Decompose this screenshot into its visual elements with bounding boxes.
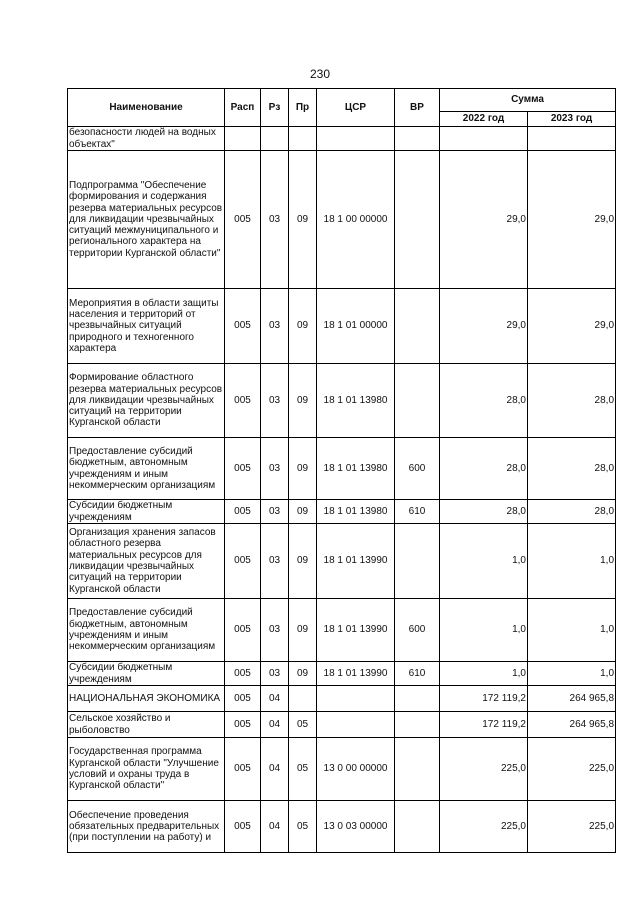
row-sum-2022: 1,0 <box>440 599 528 662</box>
header-row <box>68 89 616 112</box>
row-rz: 04 <box>261 712 289 738</box>
row-sum-2023: 29,0 <box>528 289 616 364</box>
row-rasp: 005 <box>225 524 261 599</box>
row-sum-2022: 172 119,2 <box>440 712 528 738</box>
row-sum-2023: 28,0 <box>528 500 616 524</box>
page-number: 230 <box>309 67 331 81</box>
row-name: Государственная программа Курганской области "Улучшение условий и охраны труда в Курганской области" <box>68 738 225 801</box>
row-pr: 09 <box>289 662 317 686</box>
header-name: Наименование <box>68 89 225 127</box>
row-csr: 13 0 03 00000 <box>317 801 395 853</box>
row-name: Мероприятия в области защиты населения и территорий от чрезвычайных ситуаций природного и техногенного характера <box>68 289 225 364</box>
row-rz: 03 <box>261 500 289 524</box>
row-rasp: 005 <box>225 738 261 801</box>
table-row <box>68 738 616 801</box>
row-rz: 04 <box>261 801 289 853</box>
row-name: НАЦИОНАЛЬНАЯ ЭКОНОМИКА <box>68 686 225 712</box>
row-sum-2022: 225,0 <box>440 738 528 801</box>
row-rz: 03 <box>261 599 289 662</box>
row-csr <box>317 712 395 738</box>
row-pr: 09 <box>289 289 317 364</box>
row-sum-2023: 1,0 <box>528 599 616 662</box>
row-rz: 03 <box>261 524 289 599</box>
budget-table <box>67 88 616 853</box>
row-vr <box>395 686 440 712</box>
row-pr: 09 <box>289 524 317 599</box>
row-csr: 18 1 01 13990 <box>317 599 395 662</box>
table-row <box>68 438 616 500</box>
row-rz: 03 <box>261 289 289 364</box>
row-rasp: 005 <box>225 662 261 686</box>
row-rz: 04 <box>261 686 289 712</box>
row-vr <box>395 712 440 738</box>
header-summa: Сумма <box>440 89 616 112</box>
row-vr <box>395 151 440 289</box>
row-name: Сельское хозяйство и рыболовство <box>68 712 225 738</box>
row-rz: 03 <box>261 438 289 500</box>
table-row <box>68 801 616 853</box>
row-pr: 09 <box>289 599 317 662</box>
row-name: Субсидии бюджетным учреждениям <box>68 500 225 524</box>
row-vr <box>395 364 440 438</box>
row-pr: 09 <box>289 500 317 524</box>
table-row <box>68 524 616 599</box>
row-rasp <box>225 127 261 151</box>
row-rasp: 005 <box>225 289 261 364</box>
row-rz: 04 <box>261 738 289 801</box>
table-row <box>68 686 616 712</box>
row-sum-2023: 29,0 <box>528 151 616 289</box>
table-row <box>68 662 616 686</box>
row-rasp: 005 <box>225 438 261 500</box>
table-row <box>68 364 616 438</box>
row-vr <box>395 524 440 599</box>
row-csr: 18 1 01 13980 <box>317 364 395 438</box>
row-csr: 18 1 00 00000 <box>317 151 395 289</box>
row-name: Предоставление субсидий бюджетным, автономным учреждениям и иным некоммерческим организациям <box>68 599 225 662</box>
row-vr <box>395 801 440 853</box>
row-sum-2023: 264 965,8 <box>528 712 616 738</box>
row-vr <box>395 289 440 364</box>
row-rz: 03 <box>261 662 289 686</box>
row-pr: 05 <box>289 738 317 801</box>
row-sum-2023: 225,0 <box>528 801 616 853</box>
table-row <box>68 712 616 738</box>
row-sum-2023: 1,0 <box>528 524 616 599</box>
table-row <box>68 599 616 662</box>
row-pr <box>289 127 317 151</box>
row-name: Формирование областного резерва материальных ресурсов для ликвидации чрезвычайных ситуаций на территории Курганской области <box>68 364 225 438</box>
row-rasp: 005 <box>225 686 261 712</box>
row-csr: 18 1 01 13980 <box>317 438 395 500</box>
row-sum-2023: 225,0 <box>528 738 616 801</box>
row-sum-2023: 264 965,8 <box>528 686 616 712</box>
row-sum-2023: 1,0 <box>528 662 616 686</box>
row-sum-2022 <box>440 127 528 151</box>
row-rasp: 005 <box>225 364 261 438</box>
row-vr <box>395 738 440 801</box>
row-rasp: 005 <box>225 500 261 524</box>
row-sum-2022: 172 119,2 <box>440 686 528 712</box>
row-name: Субсидии бюджетным учреждениям <box>68 662 225 686</box>
row-vr: 600 <box>395 438 440 500</box>
row-csr: 18 1 01 00000 <box>317 289 395 364</box>
row-sum-2022: 28,0 <box>440 438 528 500</box>
row-csr <box>317 127 395 151</box>
row-sum-2022: 1,0 <box>440 524 528 599</box>
row-sum-2022: 29,0 <box>440 151 528 289</box>
row-pr: 09 <box>289 364 317 438</box>
row-sum-2022: 225,0 <box>440 801 528 853</box>
header-pr: Пр <box>289 89 317 127</box>
row-sum-2023 <box>528 127 616 151</box>
header-2022: 2022 год <box>440 112 528 127</box>
header-rasp: Расп <box>225 89 261 127</box>
header-2023: 2023 год <box>528 112 616 127</box>
row-csr: 18 1 01 13990 <box>317 662 395 686</box>
row-pr <box>289 686 317 712</box>
row-pr: 05 <box>289 801 317 853</box>
row-rasp: 005 <box>225 801 261 853</box>
header-rz: Рз <box>261 89 289 127</box>
row-csr: 18 1 01 13980 <box>317 500 395 524</box>
row-pr: 09 <box>289 438 317 500</box>
row-vr: 610 <box>395 500 440 524</box>
row-name: Подпрограмма "Обеспечение формирования и содержания резерва материальных ресурсов для ликвидации чрезвычайных ситуаций межмуниципального и регионального характера на территории Курганской области" <box>68 151 225 289</box>
row-sum-2023: 28,0 <box>528 364 616 438</box>
header-csr: ЦСР <box>317 89 395 127</box>
row-pr: 09 <box>289 151 317 289</box>
table-row <box>68 289 616 364</box>
row-name: Обеспечение проведения обязательных предварительных (при поступлении на работу) и <box>68 801 225 853</box>
table-body <box>68 127 616 853</box>
row-pr: 05 <box>289 712 317 738</box>
row-vr <box>395 127 440 151</box>
row-sum-2022: 29,0 <box>440 289 528 364</box>
row-rz <box>261 127 289 151</box>
row-rasp: 005 <box>225 712 261 738</box>
row-rz: 03 <box>261 364 289 438</box>
row-csr: 18 1 01 13990 <box>317 524 395 599</box>
row-name: безопасности людей на водных объектах" <box>68 127 225 151</box>
row-rasp: 005 <box>225 599 261 662</box>
row-name: Организация хранения запасов областного резерва материальных ресурсов для ликвидации чрезвычайных ситуаций на территории Курганской области <box>68 524 225 599</box>
row-sum-2022: 28,0 <box>440 364 528 438</box>
table-row <box>68 151 616 289</box>
row-sum-2023: 28,0 <box>528 438 616 500</box>
row-vr: 600 <box>395 599 440 662</box>
row-vr: 610 <box>395 662 440 686</box>
header-vr: ВР <box>395 89 440 127</box>
row-csr: 13 0 00 00000 <box>317 738 395 801</box>
table-row <box>68 500 616 524</box>
row-sum-2022: 1,0 <box>440 662 528 686</box>
table-row <box>68 127 616 151</box>
row-name: Предоставление субсидий бюджетным, автономным учреждениям и иным некоммерческим организациям <box>68 438 225 500</box>
row-sum-2022: 28,0 <box>440 500 528 524</box>
row-rz: 03 <box>261 151 289 289</box>
row-rasp: 005 <box>225 151 261 289</box>
row-csr <box>317 686 395 712</box>
